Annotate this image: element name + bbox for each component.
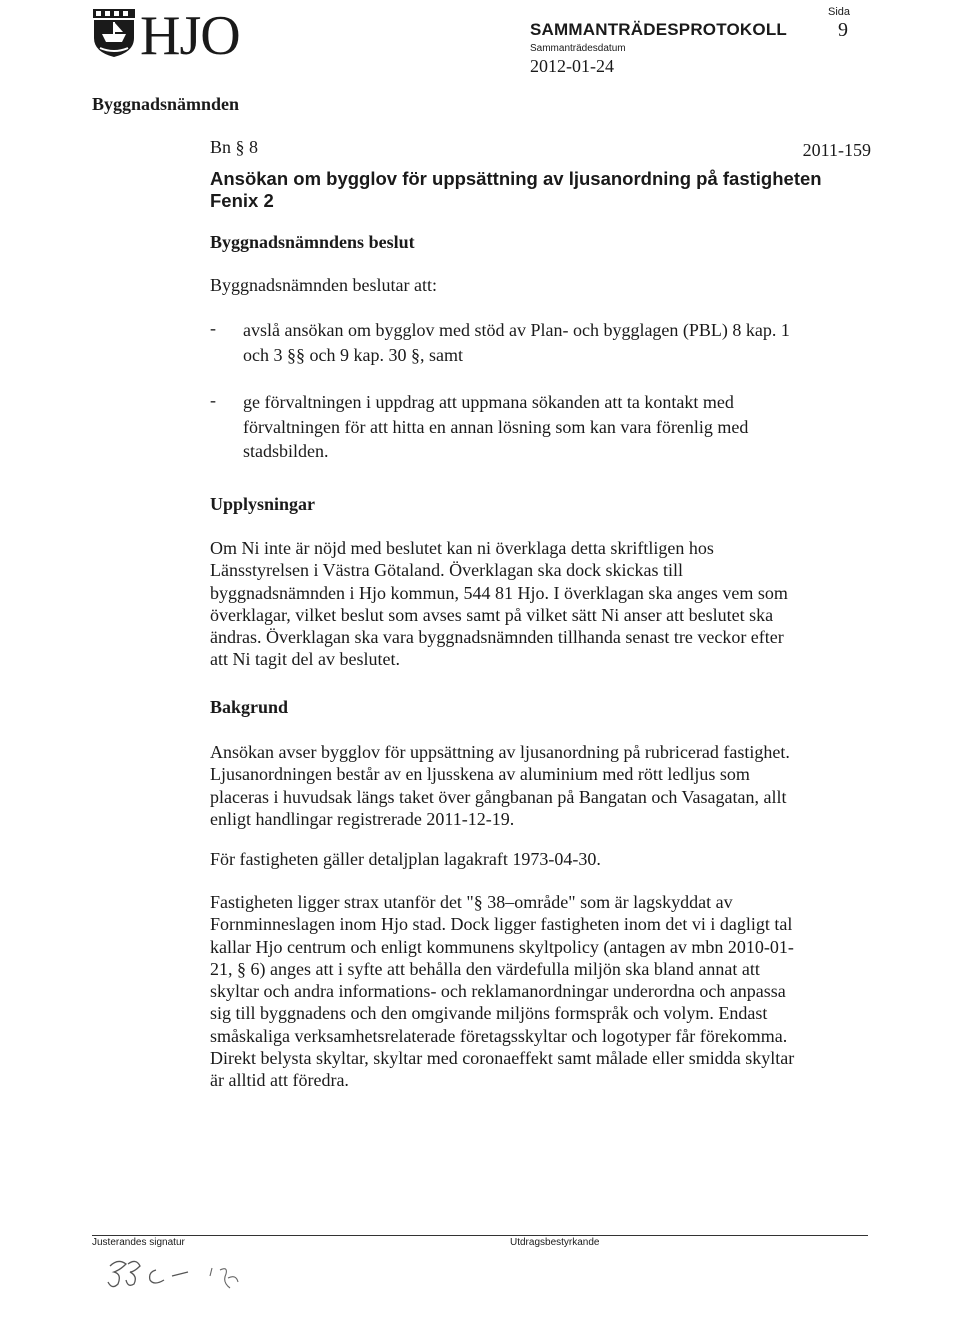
text-line: Om Ni inte är nöjd med beslutet kan ni överklaga detta skriftligen hos: [210, 538, 714, 558]
case-number: 2011-159: [802, 140, 871, 160]
date-label: Sammanträdesdatum: [530, 43, 626, 54]
text-line: skyltar och andra informations- och reklamanordningar underordna och anpassa: [210, 981, 786, 1002]
decision-intro: Byggnadsnämnden beslutar att:: [210, 275, 437, 295]
list-bullet: -: [210, 390, 216, 410]
background-heading: Bakgrund: [210, 697, 289, 717]
decision-heading: Byggnadsnämndens beslut: [210, 232, 415, 252]
footer-divider: [92, 1235, 868, 1236]
text-line: Fastigheten ligger strax utanför det "§ 38–område" som är lagskyddat av: [210, 892, 733, 912]
info-paragraph: [210, 537, 850, 671]
text-line: att Ni tagit del av beslutet.: [210, 649, 400, 670]
page-label: Sida: [828, 6, 851, 18]
text-line: ändras. Överklagan ska vara byggnadsnämnden tillhanda senast tre veckor efter: [210, 627, 784, 648]
municipality-crest-icon: [92, 8, 136, 58]
text-line: Direkt belysta skyltar, skyltar med coronaeffekt samt målade eller smidda skyltar: [210, 1048, 795, 1069]
paragraph-reference: Bn § 8: [210, 137, 259, 157]
signature-label: Justerandes signatur: [92, 1237, 185, 1248]
text-line: ge förvaltningen i uppdrag att uppmana sökanden att ta kontakt med: [243, 392, 734, 412]
department-name: Byggnadsnämnden: [92, 94, 240, 114]
text-line: småskaliga verksamhetsrelaterade företagsskyltar och logotyper får förekomma.: [210, 1025, 788, 1046]
text-line: stadsbilden.: [243, 441, 329, 461]
text-line: enligt handlingar registrerade 2011-12-19.: [210, 808, 515, 829]
logo-text: HJO: [140, 5, 240, 67]
text-line: 21, § 6) anges att i syfte att behålla den värdefulla miljön ska bland annat att: [210, 958, 760, 979]
text-line: avslå ansökan om bygglov med stöd av Plan- och bygglagen (PBL) 8 kap. 1: [243, 320, 790, 340]
background-paragraph-3: [210, 891, 850, 1092]
handwritten-signature: [104, 1250, 264, 1300]
decision-item-2: [243, 390, 843, 464]
text-line: placeras i huvudsak längs taket över gångbanan på Bangatan och Vasagatan, allt: [210, 786, 787, 807]
document-type: SAMMANTRÄDESPROTOKOLL: [530, 20, 787, 39]
background-paragraph-1: [210, 741, 850, 830]
page-number: 9: [838, 19, 848, 41]
text-line: Ljusanordningen består av en ljusskena av aluminium med rött ledljus som: [210, 764, 750, 785]
meeting-date: 2012-01-24: [530, 56, 614, 76]
text-line: överklagar, vilket beslut som avses samt på vilket sätt Ni anser att beslutet ska: [210, 604, 774, 625]
text-line: Länsstyrelsen i Västra Götaland. Överklagan ska dock skickas till: [210, 560, 684, 581]
decision-item-1: [243, 318, 843, 367]
text-line: och 3 §§ och 9 kap. 30 §, samt: [243, 344, 463, 365]
info-heading: Upplysningar: [210, 494, 316, 514]
extract-certification-label: Utdragsbestyrkande: [510, 1237, 600, 1248]
text-line: sig till byggnadens och den omgivande miljöns formspråk och volym. Endast: [210, 1003, 768, 1024]
text-line: är alltid att föredra.: [210, 1070, 349, 1091]
background-paragraph-2: För fastigheten gäller detaljplan lagakraft 1973-04-30.: [210, 849, 601, 869]
text-line: förvaltningen för att hitta en annan lösning som kan vara förenlig med: [243, 416, 749, 437]
text-line: kallar Hjo centrum och enligt kommunens skyltpolicy (antagen av mbn 2010-01-: [210, 936, 794, 957]
text-line: Fornminneslagen inom Hjo stad. Dock ligger fastigheten inom det vi i dagligt tal: [210, 914, 793, 935]
text-line: Ansökan avser bygglov för uppsättning av ljusanordning på rubricerad fastighet.: [210, 742, 790, 762]
text-line: byggnadsnämnden i Hjo kommun, 544 81 Hjo. I överklagan ska anges vem som: [210, 582, 788, 603]
list-bullet: -: [210, 318, 216, 338]
section-title: Ansökan om bygglov för uppsättning av ljusanordning på fastigheten Fenix 2: [210, 168, 822, 211]
